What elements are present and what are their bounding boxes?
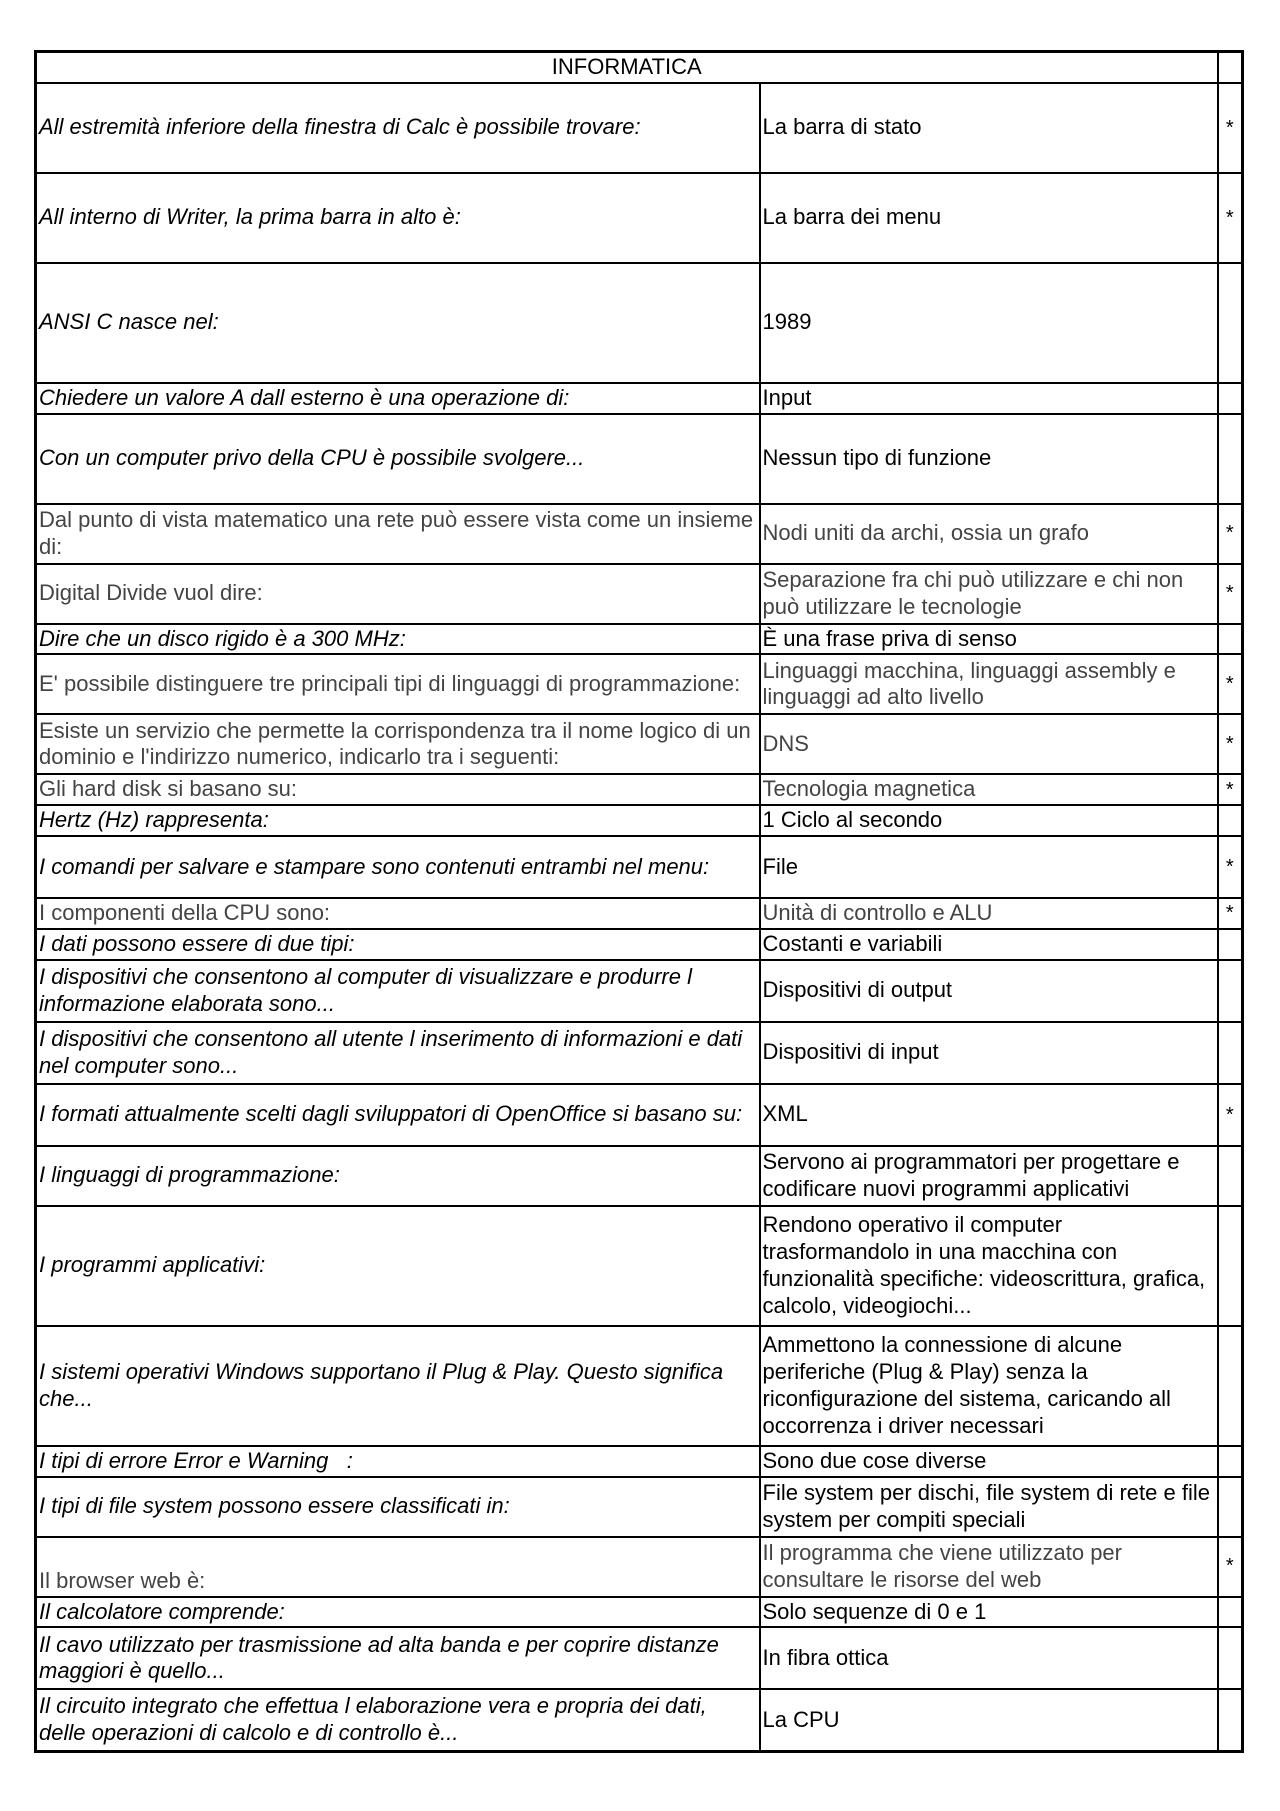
question-cell: Il calcolatore comprende: [36,1597,760,1628]
mark-cell [1218,1477,1243,1537]
question-cell: I dispositivi che consentono all utente l inserimento di informazioni e dati nel computer sono... [36,1022,760,1084]
question-cell: I comandi per salvare e stampare sono contenuti entrambi nel menu: [36,836,760,898]
question-cell: I sistemi operativi Windows supportano il Plug & Play. Questo significa che... [36,1326,760,1446]
question-cell: Il browser web è: [36,1537,760,1597]
table-row [36,1206,1243,1326]
question-cell: All estremità inferiore della finestra di Calc è possibile trovare: [36,83,760,173]
table-row [36,414,1243,504]
question-cell: Il cavo utilizzato per trasmissione ad alta banda e per coprire distanze maggiori è quello... [36,1627,760,1689]
answer-cell: Nessun tipo di funzione [760,414,1218,504]
table-row [36,1627,1243,1689]
question-cell: Il circuito integrato che effettua l elaborazione vera e propria dei dati, delle operazioni di calcolo e di controllo è... [36,1689,760,1751]
table-row [36,504,1243,564]
table-row [36,654,1243,714]
mark-cell: * [1218,504,1243,564]
table-row [36,836,1243,898]
mark-cell [1218,805,1243,836]
answer-cell: Sono due cose diverse [760,1446,1218,1477]
mark-cell [1218,624,1243,655]
question-cell: I linguaggi di programmazione: [36,1146,760,1206]
question-cell: Hertz (Hz) rappresenta: [36,805,760,836]
answer-cell: Servono ai programmatori per progettare e codificare nuovi programmi applicativi [760,1146,1218,1206]
mark-cell: * [1218,1084,1243,1146]
answer-cell: DNS [760,714,1218,774]
table-row [36,1537,1243,1597]
mark-cell [1218,1446,1243,1477]
table-row [36,1084,1243,1146]
mark-cell [1218,414,1243,504]
answer-cell: La CPU [760,1689,1218,1751]
mark-cell: * [1218,654,1243,714]
mark-cell: * [1218,714,1243,774]
question-cell: Con un computer privo della CPU è possibile svolgere... [36,414,760,504]
answer-cell: La barra di stato [760,83,1218,173]
answer-cell: In fibra ottica [760,1627,1218,1689]
quiz-sheet [34,50,1241,1753]
table-row [36,898,1243,929]
answer-cell: 1 Ciclo al secondo [760,805,1218,836]
question-cell: I tipi di errore Error e Warning : [36,1446,760,1477]
answer-cell: La barra dei menu [760,173,1218,263]
answer-cell: 1989 [760,263,1218,383]
answer-cell: Dispositivi di output [760,960,1218,1022]
answer-cell: Rendono operativo il computer trasformandolo in una macchina con funzionalità specifiche: videoscrittura, grafica, calcolo, videogiochi... [760,1206,1218,1326]
answer-cell: Linguaggi macchina, linguaggi assembly e linguaggi ad alto livello [760,654,1218,714]
question-cell: Digital Divide vuol dire: [36,564,760,624]
table-row [36,960,1243,1022]
answer-cell: Tecnologia magnetica [760,774,1218,805]
quiz-table [34,50,1244,1753]
answer-cell: Ammettono la connessione di alcune periferiche (Plug & Play) senza la riconfigurazione del sistema, caricando all occorrenza i driver necessari [760,1326,1218,1446]
answer-cell: Dispositivi di input [760,1022,1218,1084]
mark-cell [1218,929,1243,960]
table-row [36,1326,1243,1446]
table-row [36,83,1243,173]
answer-cell: Il programma che viene utilizzato per consultare le risorse del web [760,1537,1218,1597]
mark-cell [1218,1146,1243,1206]
header-row [36,52,1243,83]
question-cell: All interno di Writer, la prima barra in alto è: [36,173,760,263]
answer-cell: Unità di controllo e ALU [760,898,1218,929]
mark-cell: * [1218,564,1243,624]
table-row [36,1146,1243,1206]
mark-cell [1218,1022,1243,1084]
question-cell: I componenti della CPU sono: [36,898,760,929]
answer-cell: Input [760,383,1218,414]
mark-cell: * [1218,774,1243,805]
table-row [36,1689,1243,1751]
table-row [36,805,1243,836]
mark-cell [1218,1326,1243,1446]
mark-cell [1218,960,1243,1022]
answer-cell: File [760,836,1218,898]
mark-cell: * [1218,173,1243,263]
table-row [36,1597,1243,1628]
question-cell: Dire che un disco rigido è a 300 MHz: [36,624,760,655]
mark-cell: * [1218,836,1243,898]
question-cell: I programmi applicativi: [36,1206,760,1326]
mark-cell: * [1218,1537,1243,1597]
table-title: INFORMATICA [36,52,1218,83]
answer-cell: File system per dischi, file system di rete e file system per compiti speciali [760,1477,1218,1537]
mark-cell: * [1218,83,1243,173]
question-cell: Dal punto di vista matematico una rete può essere vista come un insieme di: [36,504,760,564]
question-cell: I dati possono essere di due tipi: [36,929,760,960]
mark-cell [1218,1689,1243,1751]
mark-cell [1218,1627,1243,1689]
table-row [36,263,1243,383]
question-cell: E' possibile distinguere tre principali tipi di linguaggi di programmazione: [36,654,760,714]
question-cell: ANSI C nasce nel: [36,263,760,383]
mark-cell [1218,1597,1243,1628]
table-row [36,173,1243,263]
answer-cell: Separazione fra chi può utilizzare e chi non può utilizzare le tecnologie [760,564,1218,624]
table-row [36,1446,1243,1477]
mark-cell: * [1218,898,1243,929]
table-row [36,774,1243,805]
table-row [36,1477,1243,1537]
answer-cell: È una frase priva di senso [760,624,1218,655]
question-cell: I formati attualmente scelti dagli sviluppatori di OpenOffice si basano su: [36,1084,760,1146]
question-cell: I tipi di file system possono essere classificati in: [36,1477,760,1537]
question-cell: Esiste un servizio che permette la corrispondenza tra il nome logico di un dominio e l'indirizzo numerico, indicarlo tra i seguenti: [36,714,760,774]
answer-cell: XML [760,1084,1218,1146]
table-row [36,714,1243,774]
question-cell: I dispositivi che consentono al computer di visualizzare e produrre l informazione elaborata sono... [36,960,760,1022]
answer-cell: Solo sequenze di 0 e 1 [760,1597,1218,1628]
table-row [36,624,1243,655]
table-row [36,1022,1243,1084]
answer-cell: Costanti e variabili [760,929,1218,960]
header-mark-cell [1218,52,1243,83]
question-cell: Gli hard disk si basano su: [36,774,760,805]
mark-cell [1218,1206,1243,1326]
table-row [36,383,1243,414]
mark-cell [1218,263,1243,383]
table-row [36,564,1243,624]
mark-cell [1218,383,1243,414]
question-cell: Chiedere un valore A dall esterno è una operazione di: [36,383,760,414]
table-row [36,929,1243,960]
answer-cell: Nodi uniti da archi, ossia un grafo [760,504,1218,564]
